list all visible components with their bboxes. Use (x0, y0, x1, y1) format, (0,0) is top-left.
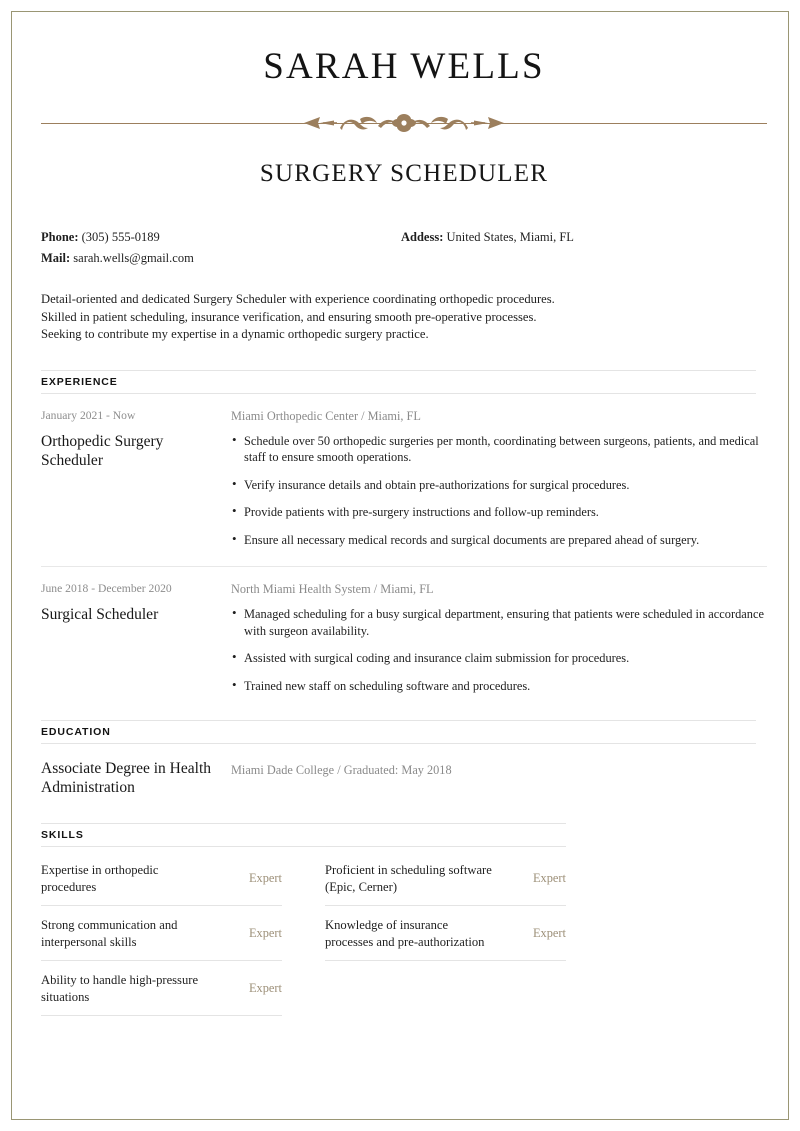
skill-row (325, 906, 566, 961)
skill-level: Expert (532, 926, 566, 941)
candidate-name: SARAH WELLS (263, 46, 545, 87)
mail-label: Mail: (41, 251, 71, 266)
skill-row (325, 851, 566, 906)
experience-entry-left (41, 408, 231, 549)
experience-title: Surgical Scheduler (41, 606, 159, 624)
skill-level: Expert (248, 926, 282, 941)
summary-line-3: Seeking to contribute my expertise in a dynamic orthopedic surgery practice. (41, 327, 429, 342)
education-degree: Associate Degree in Health Administration (41, 760, 212, 797)
experience-entry (41, 394, 767, 549)
experience-bullet: • Managed scheduling for a busy surgical department, ensuring that patients were scheduled in accordance with surgeon availability. (231, 606, 767, 639)
phone-value: (305) 555-0189 (81, 230, 160, 245)
education-entry-right (231, 759, 452, 797)
experience-bullet-list (231, 433, 767, 549)
experience-bullet: • Assisted with surgical coding and insurance claim submission for procedures. (231, 650, 767, 667)
skills-right-column (325, 851, 566, 1016)
address-value: United States, Miami, FL (446, 230, 574, 245)
skill-name: Proficient in scheduling software (Epic, Cerner) (325, 863, 492, 894)
professional-summary (41, 291, 767, 344)
resume-content (41, 11, 767, 1119)
skills-columns (41, 851, 767, 1016)
contact-left-column (41, 227, 401, 269)
education-entry (41, 744, 767, 797)
flourish-ornament-icon (294, 110, 514, 136)
experience-bullet: • Schedule over 50 orthopedic surgeries per month, coordinating between surgeons, patients, and medical staff to ensure smooth operations. (231, 433, 767, 466)
experience-bullet-list (231, 606, 767, 694)
skill-row (41, 906, 282, 961)
mail-value: sarah.wells@gmail.com (73, 251, 194, 266)
skills-section (41, 823, 767, 1016)
skill-name: Knowledge of insurance processes and pre-authorization (325, 918, 485, 949)
experience-entry-right (231, 581, 767, 694)
contact-mail (41, 248, 401, 269)
summary-line-2: Skilled in patient scheduling, insurance verification, and ensuring smooth pre-operative processes. (41, 309, 537, 324)
experience-title: Orthopedic Surgery Scheduler (41, 432, 164, 469)
skill-row (41, 961, 282, 1016)
experience-organization: Miami Orthopedic Center / Miami, FL (231, 408, 421, 423)
skill-name: Ability to handle high-pressure situations (41, 973, 199, 1004)
education-section (41, 720, 767, 797)
address-label: Addess: (401, 230, 444, 245)
skills-heading: SKILLS (41, 823, 566, 847)
experience-organization: North Miami Health System / Miami, FL (231, 582, 434, 597)
experience-entry-right (231, 408, 767, 549)
experience-entry (41, 566, 767, 694)
education-heading: EDUCATION (41, 720, 756, 744)
contact-phone (41, 227, 401, 248)
ornamental-divider (41, 110, 767, 136)
experience-entry-left (41, 581, 231, 694)
experience-date: January 2021 - Now (41, 408, 136, 422)
experience-heading: EXPERIENCE (41, 370, 756, 394)
job-subtitle: SURGERY SCHEDULER (259, 159, 549, 187)
education-school: Miami Dade College / Graduated: May 2018 (231, 763, 452, 778)
experience-bullet: • Verify insurance details and obtain pre-authorizations for surgical procedures. (231, 477, 767, 494)
skill-name: Expertise in orthopedic procedures (41, 863, 159, 894)
skill-level: Expert (248, 981, 282, 996)
experience-bullet: • Trained new staff on scheduling software and procedures. (231, 678, 767, 695)
skill-row (41, 851, 282, 906)
contact-right-column (401, 227, 767, 248)
phone-label: Phone: (41, 230, 79, 245)
skill-name: Strong communication and interpersonal skills (41, 918, 178, 949)
experience-bullet: • Ensure all necessary medical records and surgical documents are prepared ahead of surgery. (231, 532, 767, 549)
contact-block (41, 227, 767, 269)
contact-address (401, 227, 767, 248)
skill-level: Expert (248, 871, 282, 886)
skills-left-column (41, 851, 282, 1016)
skill-level: Expert (532, 871, 566, 886)
experience-section (41, 370, 767, 695)
experience-bullet: • Provide patients with pre-surgery instructions and follow-up reminders. (231, 504, 767, 521)
education-entry-left (41, 759, 231, 797)
summary-line-1: Detail-oriented and dedicated Surgery Scheduler with experience coordinating orthopedic procedures. (41, 292, 555, 307)
experience-date: June 2018 - December 2020 (41, 582, 172, 596)
